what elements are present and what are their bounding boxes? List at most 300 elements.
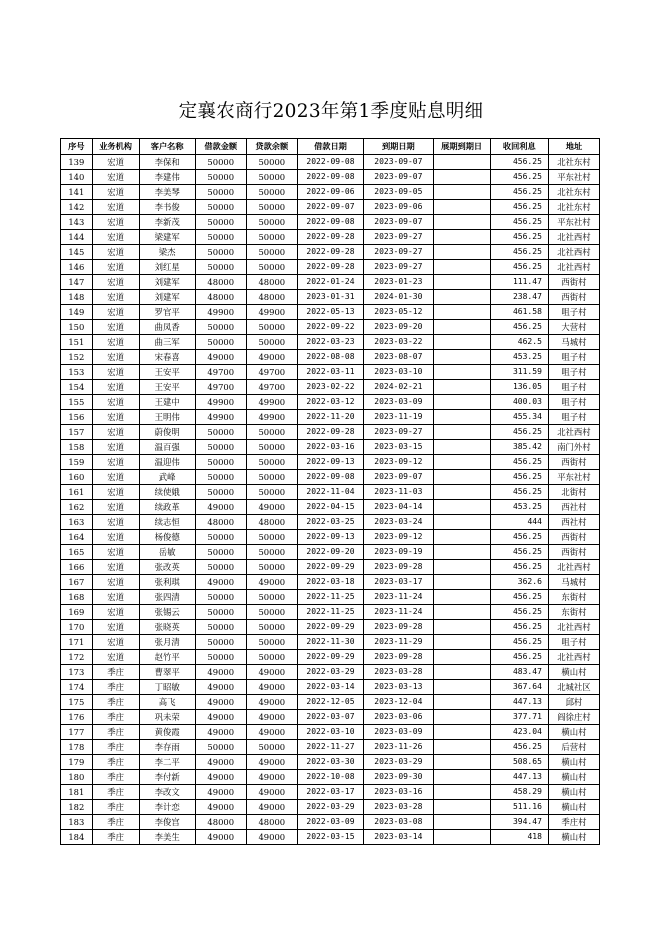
cell-loan-date: 2022-03-11 [297,365,363,380]
cell-customer: 李书俊 [139,200,195,215]
cell-loan-balance: 50000 [246,605,297,620]
cell-loan-balance: 49900 [246,395,297,410]
table-row [61,560,600,575]
cell-seq: 184 [61,830,93,845]
cell-address: 咀子村 [548,395,599,410]
cell-customer: 张月清 [139,635,195,650]
cell-interest-recovered: 111.47 [490,275,548,290]
cell-loan-amount: 50000 [195,245,246,260]
table-row [61,410,600,425]
cell-loan-date: 2022-03-18 [297,575,363,590]
cell-branch: 季庄 [92,755,139,770]
table-row [61,710,600,725]
cell-extension-due-date [433,740,490,755]
cell-loan-amount: 49900 [195,395,246,410]
cell-loan-balance: 50000 [246,170,297,185]
cell-customer: 李美琴 [139,185,195,200]
cell-seq: 152 [61,350,93,365]
cell-loan-amount: 48000 [195,290,246,305]
cell-customer: 李美生 [139,830,195,845]
table-row [61,725,600,740]
cell-loan-balance: 50000 [246,215,297,230]
table-row [61,200,600,215]
cell-branch: 宏道 [92,380,139,395]
cell-address: 咀子村 [548,380,599,395]
cell-branch: 季庄 [92,680,139,695]
cell-extension-due-date [433,725,490,740]
cell-loan-amount: 50000 [195,185,246,200]
cell-loan-date: 2022-09-28 [297,425,363,440]
cell-loan-amount: 49000 [195,785,246,800]
cell-seq: 155 [61,395,93,410]
table-row [61,830,600,845]
cell-extension-due-date [433,545,490,560]
cell-interest-recovered: 456.25 [490,260,548,275]
cell-loan-amount: 50000 [195,560,246,575]
cell-extension-due-date [433,560,490,575]
cell-address: 马城村 [548,575,599,590]
cell-loan-amount: 50000 [195,605,246,620]
cell-address: 横山村 [548,755,599,770]
cell-address: 横山村 [548,665,599,680]
column-header-loan-balance: 贷款余额 [246,139,297,155]
cell-loan-balance: 50000 [246,440,297,455]
cell-extension-due-date [433,200,490,215]
cell-interest-recovered: 456.25 [490,545,548,560]
cell-loan-date: 2022-09-29 [297,560,363,575]
cell-address: 咀子村 [548,635,599,650]
table-row [61,800,600,815]
cell-loan-date: 2022-10-08 [297,770,363,785]
cell-interest-recovered: 458.29 [490,785,548,800]
cell-due-date: 2023-03-15 [364,440,433,455]
cell-seq: 176 [61,710,93,725]
cell-branch: 季庄 [92,740,139,755]
cell-branch: 宏道 [92,575,139,590]
cell-extension-due-date [433,320,490,335]
cell-loan-balance: 50000 [246,470,297,485]
table-row [61,185,600,200]
cell-address: 横山村 [548,725,599,740]
cell-loan-balance: 50000 [246,485,297,500]
table-row [61,545,600,560]
cell-loan-date: 2022-09-22 [297,320,363,335]
cell-branch: 宏道 [92,185,139,200]
cell-loan-balance: 50000 [246,200,297,215]
cell-due-date: 2023-09-28 [364,650,433,665]
cell-due-date: 2023-03-22 [364,335,433,350]
cell-extension-due-date [433,710,490,725]
table-row [61,395,600,410]
cell-due-date: 2024-02-21 [364,380,433,395]
cell-due-date: 2023-03-13 [364,680,433,695]
cell-interest-recovered: 456.25 [490,740,548,755]
cell-interest-recovered: 453.25 [490,500,548,515]
table-row [61,650,600,665]
cell-loan-date: 2022-03-10 [297,725,363,740]
cell-loan-amount: 49900 [195,410,246,425]
cell-seq: 143 [61,215,93,230]
cell-interest-recovered: 394.47 [490,815,548,830]
cell-branch: 宏道 [92,200,139,215]
cell-loan-balance: 50000 [246,185,297,200]
cell-extension-due-date [433,695,490,710]
cell-extension-due-date [433,215,490,230]
cell-extension-due-date [433,830,490,845]
cell-due-date: 2023-03-09 [364,725,433,740]
cell-loan-balance: 49000 [246,800,297,815]
cell-due-date: 2023-09-05 [364,185,433,200]
cell-loan-amount: 49000 [195,755,246,770]
cell-seq: 153 [61,365,93,380]
cell-customer: 李计恋 [139,800,195,815]
cell-loan-balance: 50000 [246,230,297,245]
cell-interest-recovered: 483.47 [490,665,548,680]
cell-seq: 145 [61,245,93,260]
cell-loan-date: 2022-09-13 [297,455,363,470]
column-header-branch: 业务机构 [92,139,139,155]
cell-loan-balance: 50000 [246,590,297,605]
cell-due-date: 2023-03-28 [364,800,433,815]
cell-extension-due-date [433,815,490,830]
cell-interest-recovered: 447.13 [490,695,548,710]
cell-loan-date: 2022-09-13 [297,530,363,545]
cell-loan-balance: 48000 [246,275,297,290]
cell-address: 阎徐庄村 [548,710,599,725]
cell-loan-amount: 50000 [195,335,246,350]
cell-branch: 宏道 [92,620,139,635]
table-row [61,230,600,245]
cell-interest-recovered: 456.25 [490,470,548,485]
cell-customer: 刘建军 [139,275,195,290]
cell-address: 北城社区 [548,680,599,695]
cell-address: 西街村 [548,545,599,560]
cell-loan-balance: 49000 [246,755,297,770]
table-row [61,170,600,185]
cell-seq: 163 [61,515,93,530]
cell-loan-amount: 50000 [195,200,246,215]
cell-address: 西街村 [548,275,599,290]
cell-interest-recovered: 456.25 [490,425,548,440]
cell-address: 南门外村 [548,440,599,455]
cell-branch: 季庄 [92,665,139,680]
cell-branch: 宏道 [92,290,139,305]
cell-extension-due-date [433,800,490,815]
cell-customer: 张晓英 [139,620,195,635]
cell-due-date: 2023-04-14 [364,500,433,515]
cell-seq: 140 [61,170,93,185]
cell-customer: 丁昭敏 [139,680,195,695]
cell-branch: 宏道 [92,590,139,605]
cell-loan-amount: 49000 [195,725,246,740]
table-row [61,245,600,260]
cell-loan-amount: 49000 [195,350,246,365]
cell-extension-due-date [433,260,490,275]
cell-interest-recovered: 367.64 [490,680,548,695]
column-header-extension-due-date: 展期到期日 [433,139,490,155]
cell-loan-date: 2023-01-31 [297,290,363,305]
cell-interest-recovered: 456.25 [490,215,548,230]
cell-customer: 张改英 [139,560,195,575]
cell-interest-recovered: 423.04 [490,725,548,740]
table-row [61,425,600,440]
cell-due-date: 2023-03-17 [364,575,433,590]
cell-loan-date: 2022-04-15 [297,500,363,515]
cell-due-date: 2023-09-07 [364,155,433,170]
cell-seq: 151 [61,335,93,350]
cell-loan-balance: 50000 [246,530,297,545]
cell-loan-amount: 49000 [195,680,246,695]
cell-customer: 温百强 [139,440,195,455]
cell-interest-recovered: 453.25 [490,350,548,365]
cell-branch: 宏道 [92,650,139,665]
cell-branch: 宏道 [92,170,139,185]
cell-interest-recovered: 456.25 [490,320,548,335]
cell-loan-date: 2022-09-08 [297,470,363,485]
cell-extension-due-date [433,245,490,260]
cell-due-date: 2023-11-29 [364,635,433,650]
cell-due-date: 2023-08-07 [364,350,433,365]
cell-address: 大营村 [548,320,599,335]
cell-address: 咀子村 [548,410,599,425]
cell-branch: 季庄 [92,800,139,815]
cell-due-date: 2023-09-28 [364,620,433,635]
cell-customer: 张利琪 [139,575,195,590]
cell-customer: 王建中 [139,395,195,410]
table-row [61,440,600,455]
cell-due-date: 2023-05-12 [364,305,433,320]
cell-branch: 宏道 [92,455,139,470]
column-header-interest-recovered: 收回利息 [490,139,548,155]
column-header-customer: 客户名称 [139,139,195,155]
table-row [61,215,600,230]
cell-loan-amount: 50000 [195,485,246,500]
cell-customer: 温迎伟 [139,455,195,470]
cell-loan-date: 2022-03-30 [297,755,363,770]
cell-branch: 宏道 [92,560,139,575]
cell-loan-balance: 50000 [246,425,297,440]
cell-due-date: 2023-03-16 [364,785,433,800]
cell-loan-date: 2022-03-17 [297,785,363,800]
cell-loan-date: 2022-03-25 [297,515,363,530]
cell-extension-due-date [433,785,490,800]
cell-loan-balance: 50000 [246,335,297,350]
cell-loan-date: 2022-09-06 [297,185,363,200]
cell-loan-amount: 49000 [195,770,246,785]
cell-loan-date: 2022-09-20 [297,545,363,560]
cell-branch: 宏道 [92,305,139,320]
cell-address: 咀子村 [548,350,599,365]
cell-seq: 165 [61,545,93,560]
cell-due-date: 2023-09-06 [364,200,433,215]
cell-seq: 179 [61,755,93,770]
cell-interest-recovered: 444 [490,515,548,530]
cell-branch: 季庄 [92,695,139,710]
cell-due-date: 2023-03-08 [364,815,433,830]
cell-interest-recovered: 456.25 [490,530,548,545]
cell-loan-date: 2022-03-09 [297,815,363,830]
cell-branch: 宏道 [92,470,139,485]
cell-address: 咀子村 [548,305,599,320]
cell-seq: 173 [61,665,93,680]
cell-address: 季庄村 [548,815,599,830]
cell-due-date: 2023-03-24 [364,515,433,530]
column-header-seq: 序号 [61,139,93,155]
cell-address: 横山村 [548,800,599,815]
table-row [61,350,600,365]
cell-loan-balance: 48000 [246,290,297,305]
cell-seq: 167 [61,575,93,590]
cell-interest-recovered: 455.34 [490,410,548,425]
cell-interest-recovered: 456.25 [490,560,548,575]
cell-loan-amount: 50000 [195,260,246,275]
cell-seq: 171 [61,635,93,650]
cell-branch: 宏道 [92,545,139,560]
cell-branch: 宏道 [92,260,139,275]
table-row [61,770,600,785]
cell-seq: 146 [61,260,93,275]
cell-branch: 宏道 [92,155,139,170]
cell-due-date: 2023-01-23 [364,275,433,290]
cell-loan-date: 2022-09-29 [297,620,363,635]
cell-loan-date: 2022-09-29 [297,650,363,665]
cell-extension-due-date [433,335,490,350]
cell-loan-amount: 49000 [195,665,246,680]
cell-due-date: 2023-03-09 [364,395,433,410]
table-row [61,455,600,470]
cell-extension-due-date [433,185,490,200]
cell-customer: 罗官平 [139,305,195,320]
cell-branch: 宏道 [92,410,139,425]
table-row [61,755,600,770]
cell-interest-recovered: 136.05 [490,380,548,395]
cell-loan-date: 2022-03-29 [297,800,363,815]
cell-due-date: 2023-09-12 [364,455,433,470]
cell-branch: 宏道 [92,425,139,440]
cell-interest-recovered: 456.25 [490,170,548,185]
cell-seq: 182 [61,800,93,815]
cell-interest-recovered: 456.25 [490,485,548,500]
table-row [61,785,600,800]
cell-extension-due-date [433,305,490,320]
cell-seq: 158 [61,440,93,455]
cell-address: 西社村 [548,500,599,515]
cell-seq: 170 [61,620,93,635]
cell-loan-date: 2022-03-16 [297,440,363,455]
cell-extension-due-date [433,650,490,665]
cell-seq: 157 [61,425,93,440]
cell-address: 东街村 [548,590,599,605]
cell-due-date: 2023-03-29 [364,755,433,770]
cell-interest-recovered: 456.25 [490,590,548,605]
cell-due-date: 2023-03-10 [364,365,433,380]
cell-due-date: 2024-01-30 [364,290,433,305]
cell-loan-balance: 50000 [246,650,297,665]
cell-interest-recovered: 418 [490,830,548,845]
cell-interest-recovered: 456.25 [490,230,548,245]
cell-customer: 李保和 [139,155,195,170]
cell-loan-amount: 49000 [195,695,246,710]
cell-loan-balance: 49000 [246,500,297,515]
cell-loan-date: 2022-11-25 [297,605,363,620]
cell-seq: 178 [61,740,93,755]
cell-customer: 李付新 [139,770,195,785]
cell-address: 北社西村 [548,230,599,245]
cell-address: 西社村 [548,515,599,530]
cell-address: 西街村 [548,530,599,545]
cell-interest-recovered: 456.25 [490,200,548,215]
cell-extension-due-date [433,380,490,395]
cell-extension-due-date [433,395,490,410]
cell-branch: 季庄 [92,725,139,740]
cell-loan-amount: 50000 [195,170,246,185]
cell-interest-recovered: 400.03 [490,395,548,410]
cell-interest-recovered: 456.25 [490,635,548,650]
cell-interest-recovered: 462.5 [490,335,548,350]
column-header-loan-amount: 借款金额 [195,139,246,155]
cell-customer: 蔚俊明 [139,425,195,440]
table-row [61,575,600,590]
cell-loan-balance: 50000 [246,740,297,755]
table-row [61,290,600,305]
cell-customer: 李二平 [139,755,195,770]
cell-extension-due-date [433,230,490,245]
cell-loan-amount: 50000 [195,155,246,170]
cell-seq: 144 [61,230,93,245]
table-row [61,815,600,830]
cell-loan-date: 2022-11-04 [297,485,363,500]
cell-loan-date: 2022-05-13 [297,305,363,320]
cell-extension-due-date [433,485,490,500]
cell-loan-amount: 50000 [195,530,246,545]
cell-loan-amount: 49700 [195,365,246,380]
cell-customer: 赵竹平 [139,650,195,665]
cell-loan-balance: 50000 [246,320,297,335]
cell-customer: 高飞 [139,695,195,710]
cell-interest-recovered: 456.25 [490,605,548,620]
cell-branch: 宏道 [92,245,139,260]
cell-due-date: 2023-09-19 [364,545,433,560]
cell-seq: 156 [61,410,93,425]
cell-branch: 宏道 [92,320,139,335]
cell-seq: 148 [61,290,93,305]
cell-interest-recovered: 456.25 [490,620,548,635]
cell-interest-recovered: 456.25 [490,245,548,260]
cell-loan-amount: 49000 [195,500,246,515]
cell-branch: 季庄 [92,770,139,785]
cell-branch: 宏道 [92,515,139,530]
cell-address: 马城村 [548,335,599,350]
cell-loan-date: 2022-09-08 [297,215,363,230]
cell-address: 横山村 [548,785,599,800]
cell-address: 北社西村 [548,650,599,665]
cell-due-date: 2023-03-06 [364,710,433,725]
cell-loan-date: 2022-11-27 [297,740,363,755]
cell-branch: 宏道 [92,635,139,650]
cell-branch: 宏道 [92,500,139,515]
cell-loan-amount: 50000 [195,425,246,440]
cell-branch: 季庄 [92,815,139,830]
cell-customer: 续使娥 [139,485,195,500]
cell-address: 平东社村 [548,170,599,185]
cell-customer: 李俊宫 [139,815,195,830]
cell-interest-recovered: 456.25 [490,185,548,200]
cell-extension-due-date [433,350,490,365]
cell-address: 北社西村 [548,425,599,440]
cell-seq: 164 [61,530,93,545]
cell-interest-recovered: 311.59 [490,365,548,380]
cell-extension-due-date [433,155,490,170]
